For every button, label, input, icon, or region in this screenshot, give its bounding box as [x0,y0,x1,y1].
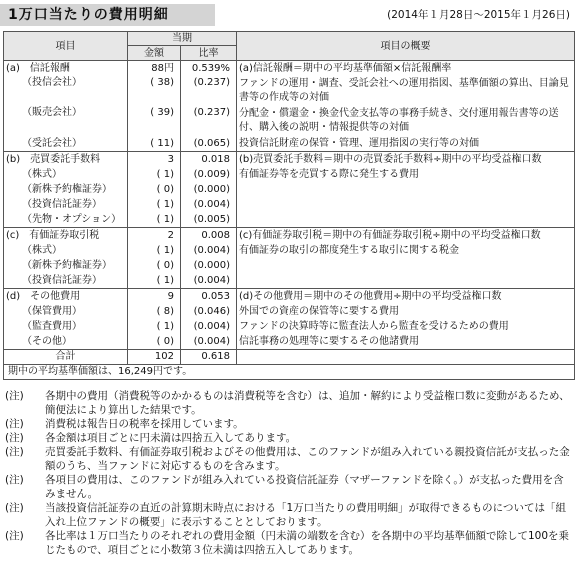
table-row: (d) その他費用 9 0.053 (d)その他費用＝期中のその他費用÷期中の平均受益権口数 [4,289,575,305]
table-row: (b) 売買委託手数料 3 0.018 (b)売買委託手数料＝期中の売買委託手数料÷期中の平均受益権口数 [4,152,575,168]
table-row: （株式） ( 1) (0.004) 有価証券の取引の都度発生する取引に関する税金 [4,243,575,258]
table-row: （投資信託証券） ( 1) (0.004) [4,273,575,289]
expense-table [3,31,575,380]
table-row: （監査費用） ( 1) (0.004) ファンドの決算時等に監査法人から監査を受けるための費用 [4,319,575,334]
table-row: （新株予約権証券） ( 0) (0.000) [4,258,575,273]
table-row: （投信会社） ( 38) (0.237) ファンドの運用・調査、受託会社への運用指図、基準価額の算出、目論見書等の作成等の対価 [4,76,575,106]
table-row: （受託会社） ( 11) (0.065) 投資信託財産の保管・管理、運用指図の実行等の対価 [4,136,575,152]
table-row: （販売会社） ( 39) (0.237) 分配金・償還金・換金代金支払等の事務手続き、交付運用報告書等の送付、購入後の説明・情報提供等の対価 [4,106,575,136]
note-item: (注) 各期中の費用（消費税等のかかるものは消費税等を含む）は、追加・解約により受益権口数に変動があるため、簡便法により算出した結果です。 [5,390,570,416]
note-item: (注) 各金額は項目ごとに円未満は四捨五入してあります。 [5,432,297,444]
header-item: 項目 [4,32,128,61]
note-item: (注) 各項目の費用は、このファンドが組み入れている投資信託証券（マザーファンドを除く。）が支払った費用を含みません。 [5,474,564,500]
table-row: （保管費用） ( 8) (0.046) 外国での資産の保管等に要する費用 [4,304,575,319]
period-label: (2014年１月28日～2015年１月26日) [387,9,570,21]
average-nav-row: 期中の平均基準価額は、16,249円です。 [4,365,575,380]
page-title: 1万口当たりの費用明細 [0,4,215,26]
header-current: 当期 [128,32,237,46]
table-row: （株式） ( 1) (0.009) 有価証券等を売買する際に発生する費用 [4,167,575,182]
note-item: (注) 各比率は１万口当たりのそれぞれの費用金額（円未満の端数を含む）を各期中の平均基準価額で除して100を乗じたもので、項目ごとに小数第３位未満は四捨五入してあります。 [5,530,570,556]
header-description: 項目の概要 [237,32,575,61]
table-row: (c) 有価証券取引税 2 0.008 (c)有価証券取引税＝期中の有価証券取引税÷期中の平均受益権口数 [4,228,575,244]
table-row: （投資信託証券） ( 1) (0.004) [4,197,575,212]
notes-section [5,389,571,557]
note-item: (注) 売買委託手数料、有価証券取引税およびその他費用は、このファンドが組み入れている親投資信託が支払った金額のうち、当ファンドに対応するものを含みます。 [5,446,570,472]
table-row: (a) 信託報酬 88円 0.539% (a)信託報酬＝期中の平均基準価額×信託報酬率 [4,61,575,77]
table-row: （先物・オプション） ( 1) (0.005) [4,212,575,228]
note-item: (注) 消費税は報告日の税率を採用しています。 [5,418,244,430]
table-row: （新株予約権証券） ( 0) (0.000) [4,182,575,197]
total-row: 合計 102 0.618 [4,350,575,365]
table-row: （その他） ( 0) (0.004) 信託事務の処理等に要するその他諸費用 [4,334,575,350]
header-ratio: 比率 [181,46,237,61]
header-amount: 金額 [128,46,181,61]
note-item: (注) 当該投資信託証券の直近の計算期末時点における「1万口当たりの費用明細」が取得できるものについては「組入れ上位ファンドの概要」に表示することとしております。 [5,502,566,528]
